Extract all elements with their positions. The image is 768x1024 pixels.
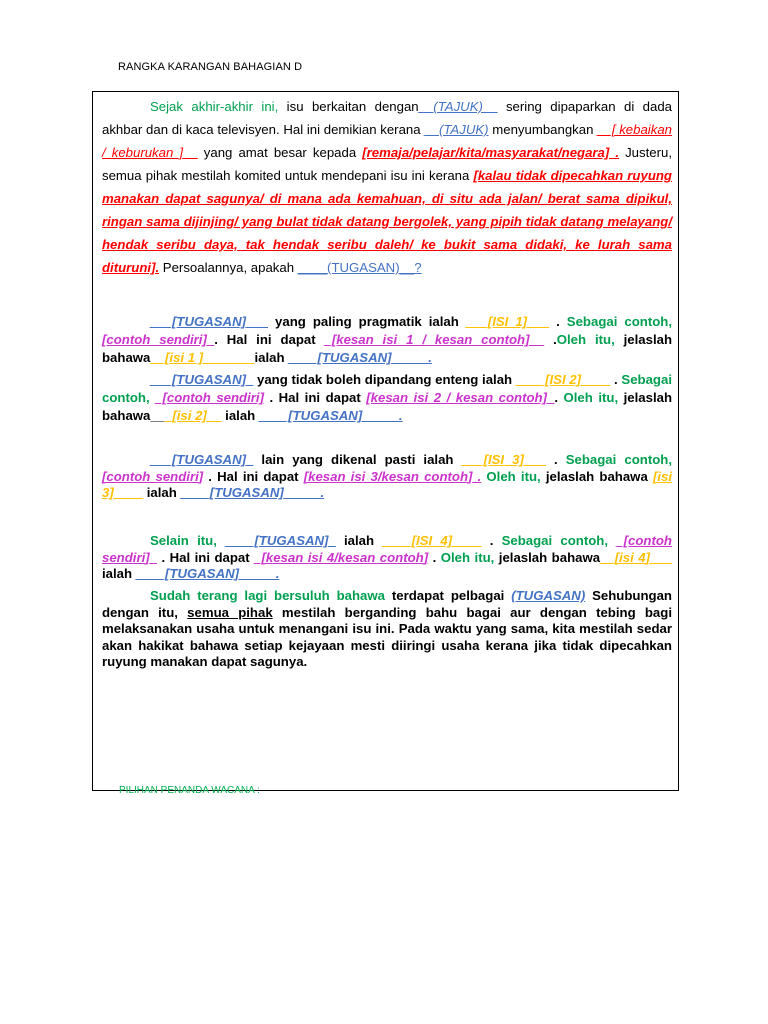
placeholder-isi: ___[ISI 1]___: [465, 314, 550, 329]
text-span: [217, 533, 225, 548]
discourse-marker: Selain itu,: [150, 533, 217, 548]
text-span: .: [545, 452, 566, 467]
paragraph-introduction: [102, 95, 672, 279]
text-span: ialah: [335, 533, 383, 548]
placeholder-isi: ____[ISI 4]____: [382, 533, 482, 548]
text-span: jelaslah bahawa: [540, 468, 653, 484]
paragraph-isi-1: [102, 313, 672, 367]
placeholder-kesan: [kesan isi 3/kesan contoh] .: [303, 468, 482, 484]
paragraph-isi-2: [102, 371, 672, 425]
text-span: jelaslah bahawa: [102, 332, 673, 365]
placeholder-tugasan: ___[TUGASAN]_: [150, 372, 254, 387]
text-span: ialah: [254, 350, 289, 365]
text-span: .: [554, 390, 564, 405]
placeholder-audience: [remaja/pelajar/kita/masyarakat/negara] .: [362, 145, 620, 160]
outline-box: [92, 91, 679, 796]
text-span: .: [428, 549, 441, 565]
discourse-marker: Sebagai contoh,: [501, 533, 609, 548]
placeholder-kesan: _[kesan isi 1 / kesan contoh]__: [324, 332, 545, 347]
placeholder-tugasan: ____[TUGASAN]_____.: [135, 566, 280, 581]
placeholder-isi: ____[ISI 2]____: [515, 372, 611, 387]
placeholder-tugasan: ___[TUGASAN]___: [150, 314, 268, 329]
text-span: . Hal ini dapat: [156, 549, 255, 565]
placeholder-isi: __[isi 1 ]_______: [150, 350, 255, 365]
placeholder-contoh: _[contoh sendiri]_: [102, 533, 672, 565]
placeholder-tugasan: ____[TUGASAN]_____.: [258, 408, 403, 423]
placeholder-tugasan: ___[TUGASAN]_: [150, 452, 254, 467]
discourse-marker: Sebagai contoh,: [565, 452, 672, 467]
text-span: . Hal ini dapat: [263, 390, 367, 405]
text-span: . Hal ini dapat: [214, 332, 325, 347]
text-span: isu berkaitan dengan: [278, 99, 419, 114]
text-span: Sehubungan dengan itu,: [102, 588, 672, 620]
text-span: sering dipaparkan di dada akhbar dan di kaca televisyen. Hal ini demikian kerana: [102, 99, 673, 137]
discourse-marker: Sebagai contoh,: [102, 372, 672, 405]
text-span: ialah: [221, 408, 259, 423]
placeholder-tugasan: ____(TUGASAN)__?: [297, 260, 422, 275]
text-span: ialah: [143, 485, 181, 500]
paragraph-isi-3: [102, 452, 672, 502]
discourse-marker: Oleh itu,: [556, 332, 615, 347]
text-span: menyumbangkan: [488, 122, 598, 137]
placeholder-tajuk: __(TAJUK)__: [418, 99, 498, 114]
placeholder-kesan: [kesan isi 2 / kesan contoh]_: [366, 390, 555, 405]
text-span: .: [549, 314, 567, 329]
text-span: mestilah berganding bahu bagai aur dengan tebing bagi melaksanakan usaha untuk menangani isu ini. Pada waktu yang sama, kita mestilah sedar akan hakikat bahawa setiap kejayaan mesti diiringi usaha kerana jika tidak dipecahkan ruyung manakan dapat sagunya.: [102, 604, 672, 669]
placeholder-contoh: [contoh sendiri]_: [102, 332, 215, 347]
placeholder-contoh: [contoh sendiri]: [102, 468, 204, 484]
placeholder-peribahasa: [kalau tidak dipecahkan ruyung manakan dapat sagunya/ di mana ada kemahuan, di situ ada jalan/ berat sama dipikul, ringan sama dijinjing/ yang bulat tidak datang bergolek, yang pipih tidak datang melayang/ hendak seribu daya, tak hendak seribu daleh/ ke bukit sama didaki, ke lurah sama dituruni].: [102, 168, 672, 275]
text-span: .: [610, 372, 622, 387]
page-title: RANGKA KARANGAN BAHAGIAN D: [118, 61, 303, 73]
text-span: yang tidak boleh dipandang enteng ialah: [253, 372, 516, 387]
placeholder-kesan: _[kesan isi 4/kesan contoh]: [254, 549, 429, 565]
text-span: jelaslah bahawa__: [102, 390, 673, 423]
placeholder-tajuk: __(TAJUK): [424, 122, 489, 137]
text-span: Justeru, semua pihak mestilah komited untuk mendepani isu ini kerana: [102, 145, 672, 183]
discourse-marker: Sudah terang lagi bersuluh bahawa: [150, 588, 385, 603]
discourse-marker: Oleh itu,: [440, 549, 495, 565]
placeholder-isi: [isi 3]____: [102, 468, 673, 500]
text-span: .: [481, 533, 502, 548]
discourse-marker: Sejak akhir-akhir ini,: [150, 99, 279, 114]
placeholder-tugasan: ____[TUGASAN]_: [225, 533, 336, 548]
placeholder-isi: ___[ISI 3]___: [461, 452, 546, 467]
text-span: ialah: [102, 566, 136, 581]
text-span: jelaslah bahawa: [494, 549, 601, 565]
placeholder-tugasan: ____[TUGASAN]_____.: [180, 485, 325, 500]
discourse-marker: Sebagai contoh,: [566, 314, 673, 329]
paragraph-conclusion: [102, 588, 672, 671]
placeholder-kebaikan-keburukan: __[ kebaikan / keburukan ]__: [102, 122, 672, 160]
discourse-marker: Oleh itu,: [486, 468, 541, 484]
text-span: terdapat pelbagai: [384, 588, 512, 603]
placeholder-contoh: _[contoh sendiri]: [155, 390, 264, 405]
placeholder-isi: __[isi 4]___: [600, 549, 672, 565]
paragraph-isi-4: [102, 533, 672, 583]
semua-pihak-text: semua pihak: [187, 604, 273, 620]
placeholder-tugasan: ____[TUGASAN]_____.: [288, 350, 432, 365]
placeholder-tugasan: (TUGASAN): [511, 588, 586, 603]
text-span: yang paling pragmatik ialah: [268, 314, 466, 329]
footer-label: PILIHAN PENANDA WACANA :: [119, 785, 260, 796]
text-span: Persoalannya, apakah: [159, 260, 298, 275]
text-span: . Hal ini dapat: [203, 468, 304, 484]
text-span: lain yang dikenal pasti ialah: [253, 452, 462, 467]
text-span: yang amat besar kepada: [197, 145, 363, 160]
text-span: .: [544, 332, 557, 347]
placeholder-isi: _[isi 2]__: [165, 408, 222, 423]
discourse-marker: Oleh itu,: [563, 390, 619, 405]
